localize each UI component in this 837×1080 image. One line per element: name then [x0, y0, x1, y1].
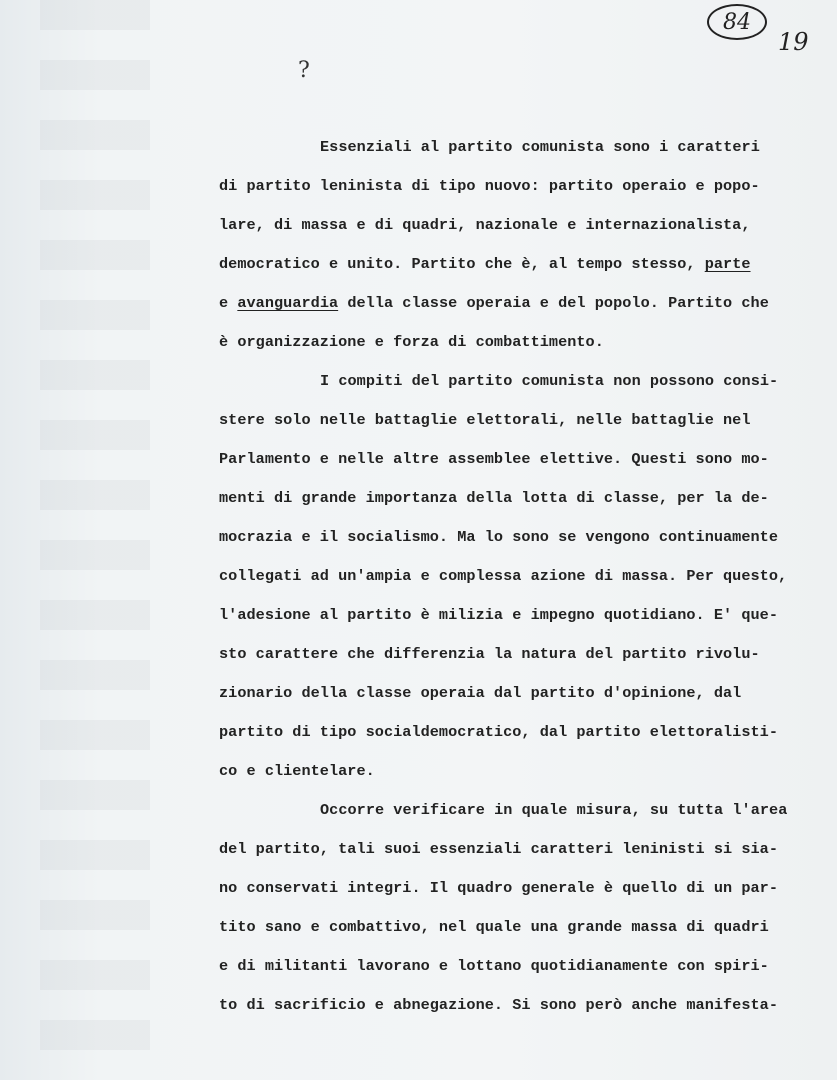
- text-line: Essenziali al partito comunista sono i caratteri: [320, 138, 760, 156]
- text-line: del partito, tali suoi essenziali caratteri leninisti si sia-: [219, 840, 779, 858]
- text-line: co e clientelare.: [219, 762, 375, 780]
- text-segment: democratico e unito. Partito che è, al tempo stesso,: [219, 255, 696, 273]
- text-line: zionario della classe operaia dal partito d'opinione, dal: [219, 684, 742, 702]
- text-line: I compiti del partito comunista non possono consi-: [320, 372, 779, 390]
- text-line: no conservati integri. Il quadro generale è quello di un par-: [219, 879, 779, 897]
- text-line: [219, 254, 751, 274]
- text-line: è organizzazione e forza di combattimento.: [219, 333, 604, 351]
- text-line: lare, di massa e di quadri, nazionale e internazionalista,: [219, 216, 751, 234]
- text-line: [219, 293, 769, 313]
- text-line: mocrazia e il socialismo. Ma lo sono se vengono continuamente: [219, 528, 779, 546]
- text-line: collegati ad un'ampia e complessa azione di massa. Per questo,: [219, 567, 788, 585]
- text-line: Occorre verificare in quale misura, su tutta l'area: [320, 801, 788, 819]
- circled-number: 84: [723, 9, 751, 35]
- text-line: Parlamento e nelle altre assemblee elettive. Questi sono mo-: [219, 450, 769, 468]
- text-line: di partito leninista di tipo nuovo: partito operaio e popo-: [219, 177, 760, 195]
- handwritten-page-number: 19: [778, 28, 809, 56]
- circled-page-annotation: [707, 4, 767, 40]
- show-through-bleed: [40, 0, 150, 1080]
- text-segment: della classe operaia e del popolo. Partito che: [347, 294, 769, 312]
- underlined-word-parte: parte: [704, 255, 751, 273]
- text-conjunction: e: [219, 294, 229, 312]
- text-line: e di militanti lavorano e lottano quotidianamente con spiri-: [219, 957, 769, 975]
- underlined-word-avanguardia: avanguardia: [237, 294, 339, 312]
- text-line: stere solo nelle battaglie elettorali, nelle battaglie nel: [219, 411, 751, 429]
- text-line: partito di tipo socialdemocratico, dal partito elettoralisti-: [219, 723, 779, 741]
- text-line: menti di grande importanza della lotta di classe, per la de-: [219, 489, 769, 507]
- text-line: l'adesione al partito è milizia e impegno quotidiano. E' que-: [219, 606, 779, 624]
- text-line: tito sano e combattivo, nel quale una grande massa di quadri: [219, 918, 769, 936]
- handwritten-question-mark: ?: [298, 58, 310, 83]
- text-line: sto carattere che differenzia la natura del partito rivolu-: [219, 645, 760, 663]
- text-line: to di sacrificio e abnegazione. Si sono però anche manifesta-: [219, 996, 779, 1014]
